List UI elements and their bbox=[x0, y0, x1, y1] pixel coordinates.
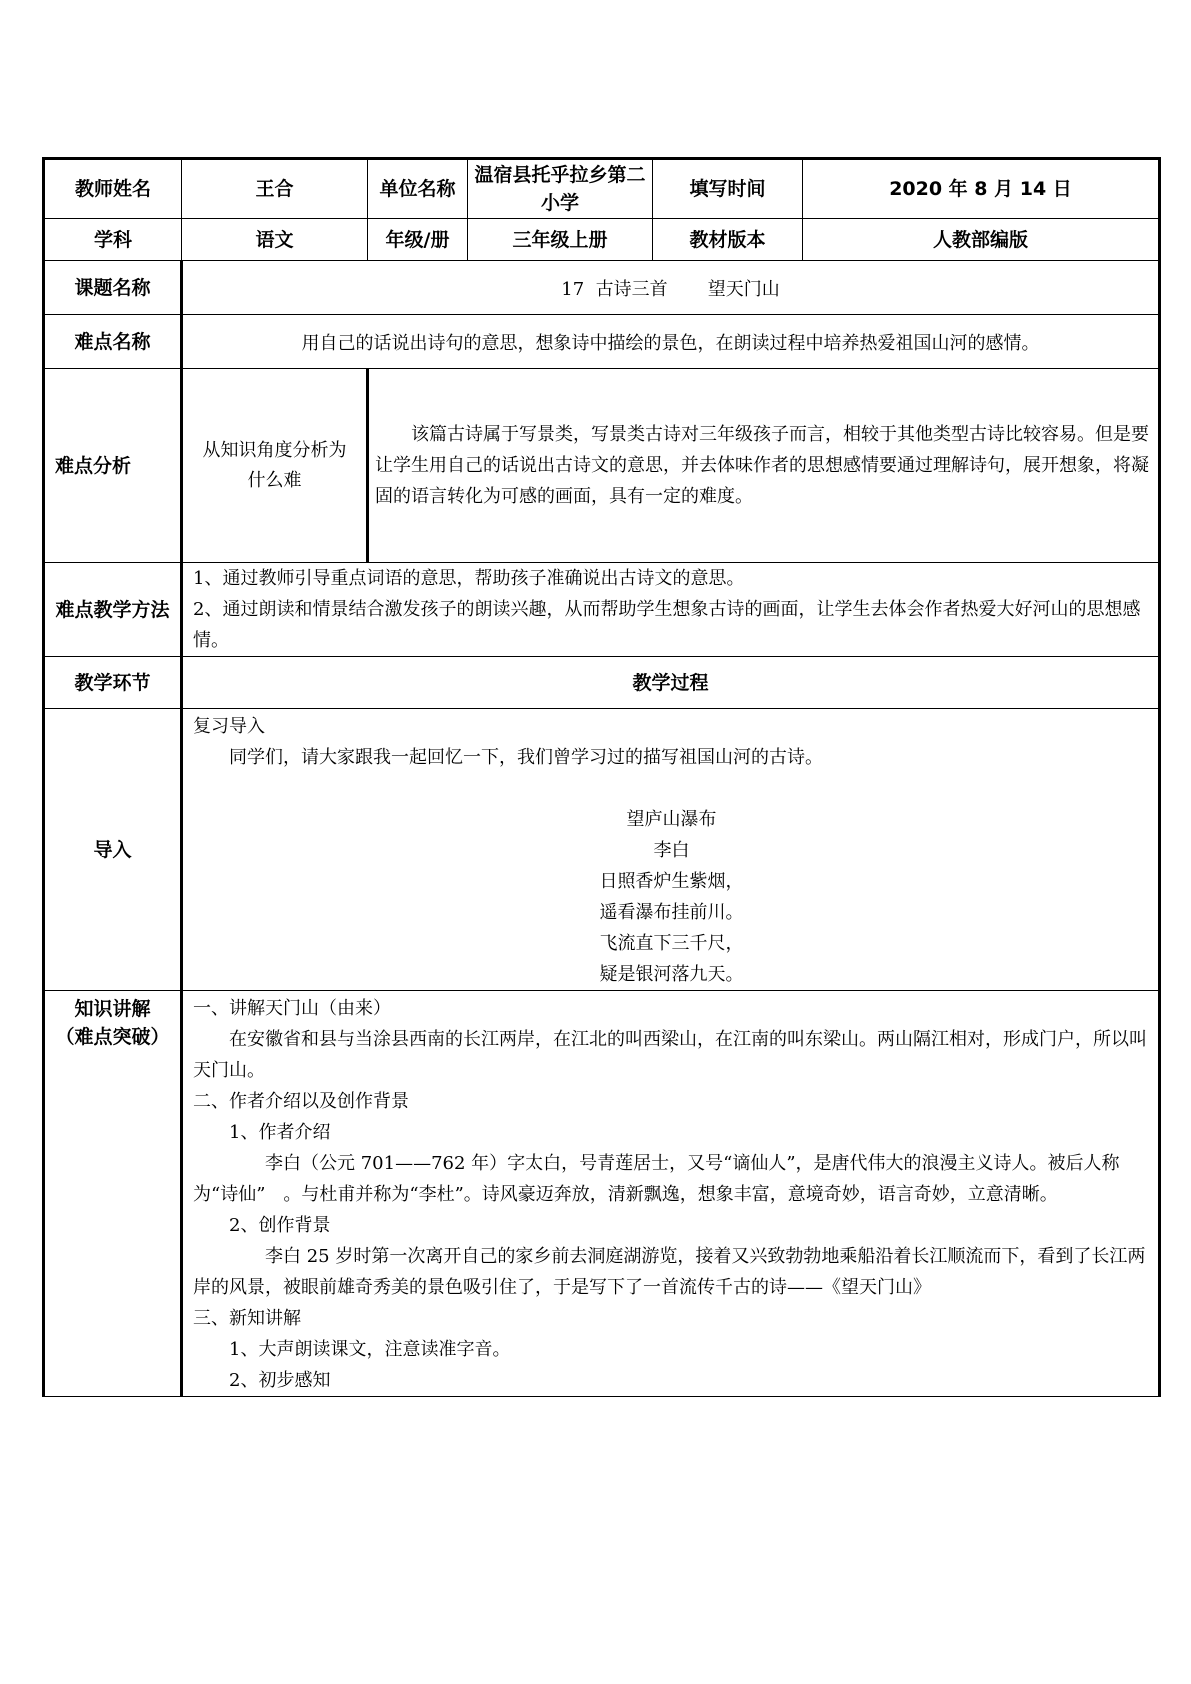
poem-line: 疑是银河落九天。 bbox=[599, 964, 744, 985]
poem-title: 望庐山瀑布 bbox=[626, 809, 717, 830]
difficulty-label: 难点名称 bbox=[44, 315, 182, 369]
section-1-title: 一、讲解天门山（由来） bbox=[193, 998, 391, 1019]
unit-label: 单位名称 bbox=[368, 159, 468, 219]
lesson-plan-table bbox=[42, 157, 1161, 1397]
subject-value: 语文 bbox=[182, 219, 368, 261]
topic-value: 17 古诗三首 望天门山 bbox=[182, 261, 1160, 315]
intro-text: 同学们，请大家跟我一起回忆一下，我们曾学习过的描写祖国山河的古诗。 bbox=[229, 747, 823, 768]
topic-label: 课题名称 bbox=[44, 261, 182, 315]
section-2-sub-1: 1、作者介绍 bbox=[229, 1122, 331, 1143]
date-label: 填写时间 bbox=[653, 159, 803, 219]
date-value: 2020 年 8 月 14 日 bbox=[803, 159, 1160, 219]
knowledge-label: 知识讲解 bbox=[74, 998, 151, 1020]
process-header-row bbox=[44, 657, 1160, 709]
poem-author: 李白 bbox=[653, 840, 690, 861]
method-line-1: 1、通过教师引导重点词语的意思，帮助孩子准确说出古诗文的意思。 bbox=[193, 568, 745, 589]
section-2-text-1: 李白（公元 701——762 年）字太白，号青莲居士，又号“谪仙人”，是唐代伟大的浪漫主义诗人。被后人称为“诗仙” 。与杜甫并称为“李杜”。诗风豪迈奔放，清新飘逸，想象丰富，意境奇妙，语言奇妙，立意清晰。 bbox=[193, 1153, 1120, 1205]
intro-row bbox=[44, 709, 1160, 991]
grade-label: 年级/册 bbox=[368, 219, 468, 261]
difficulty-value: 用自己的话说出诗句的意思，想象诗中描绘的景色，在朗读过程中培养热爱祖国山河的感情。 bbox=[182, 315, 1160, 369]
method-row bbox=[44, 563, 1160, 657]
header-row-2 bbox=[44, 219, 1160, 261]
analysis-row bbox=[44, 369, 1160, 563]
poem-line: 飞流直下三千尺， bbox=[599, 933, 744, 954]
section-3-item-2: 2、初步感知 bbox=[229, 1370, 331, 1391]
subject-label: 学科 bbox=[44, 219, 182, 261]
process-label: 教学过程 bbox=[182, 657, 1160, 709]
poem-line: 遥看瀑布挂前川。 bbox=[599, 902, 744, 923]
teacher-label: 教师姓名 bbox=[44, 159, 182, 219]
difficulty-row bbox=[44, 315, 1160, 369]
intro-title: 复习导入 bbox=[193, 716, 265, 737]
unit-value: 温宿县托乎拉乡第二小学 bbox=[468, 159, 653, 219]
intro-label: 导入 bbox=[44, 709, 182, 991]
analysis-sub-label: 从知识角度分析为什么难 bbox=[182, 369, 368, 563]
edition-label: 教材版本 bbox=[653, 219, 803, 261]
method-label: 难点教学方法 bbox=[44, 563, 182, 657]
analysis-label: 难点分析 bbox=[44, 369, 182, 563]
teacher-value: 王合 bbox=[182, 159, 368, 219]
section-2-text-2: 李白 25 岁时第一次离开自己的家乡前去洞庭湖游览，接着又兴致勃勃地乘船沿着长江顺流而下，看到了长江两岸的风景，被眼前雄奇秀美的景色吸引住了，于是写下了一首流传千古的诗——《望天门山》 bbox=[193, 1246, 1146, 1298]
section-2-sub-2: 2、创作背景 bbox=[229, 1215, 331, 1236]
grade-value: 三年级上册 bbox=[468, 219, 653, 261]
edition-value: 人教部编版 bbox=[803, 219, 1160, 261]
topic-row bbox=[44, 261, 1160, 315]
section-1-text: 在安徽省和县与当涂县西南的长江两岸，在江北的叫西梁山，在江南的叫东梁山。两山隔江相对，形成门户，所以叫天门山。 bbox=[193, 1029, 1147, 1081]
poem-line: 日照香炉生紫烟， bbox=[599, 871, 744, 892]
method-line-2: 2、通过朗读和情景结合激发孩子的朗读兴趣，从而帮助学生想象古诗的画面，让学生去体会作者热爱大好河山的思想感情。 bbox=[193, 599, 1141, 651]
header-row-1 bbox=[44, 159, 1160, 219]
analysis-text: 该篇古诗属于写景类，写景类古诗对三年级孩子而言，相较于其他类型古诗比较容易。但是要让学生用自己的话说出古诗文的意思，并去体味作者的思想感情要通过理解诗句，展开想象，将凝固的语言转化为可感的画面，具有一定的难度。 bbox=[375, 424, 1149, 507]
section-2-title: 二、作者介绍以及创作背景 bbox=[193, 1091, 409, 1112]
section-3-item-1: 1、大声朗读课文，注意读准字音。 bbox=[229, 1339, 511, 1360]
knowledge-sub-label: （难点突破） bbox=[55, 1026, 170, 1048]
section-3-title: 三、新知讲解 bbox=[193, 1308, 301, 1329]
knowledge-row bbox=[44, 991, 1160, 1397]
stage-label: 教学环节 bbox=[44, 657, 182, 709]
